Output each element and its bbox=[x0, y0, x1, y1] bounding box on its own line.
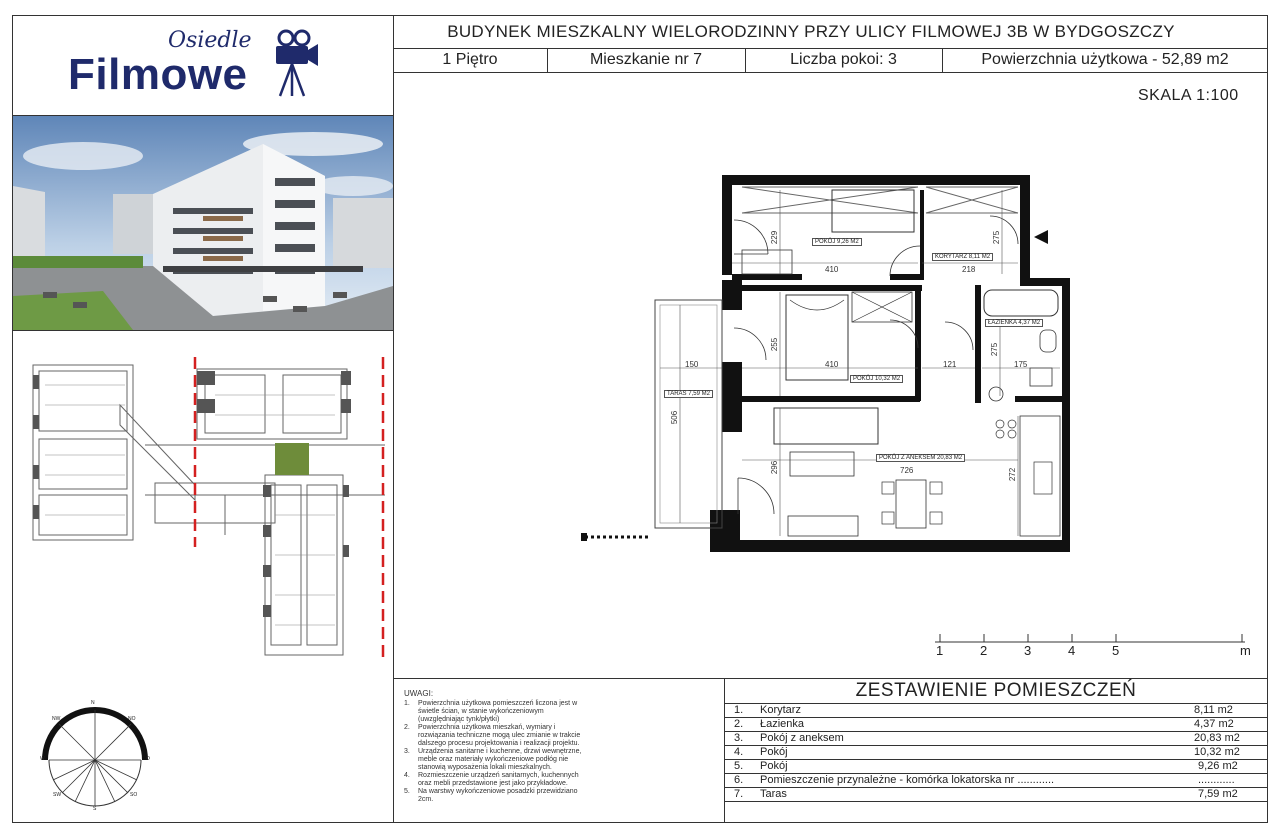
note-item bbox=[404, 772, 584, 788]
compass-sw: SW bbox=[53, 792, 62, 798]
row-name: Pokój z aneksem bbox=[760, 732, 844, 744]
notes-block bbox=[404, 690, 584, 804]
row-number: 1. bbox=[734, 704, 744, 716]
usable-area: Powierzchnia użytkowa - 52,89 m2 bbox=[981, 51, 1229, 68]
summary-title: ZESTAWIENIE POMIESZCZEŃ bbox=[855, 680, 1137, 701]
divider-bottom bbox=[393, 678, 1268, 679]
scale-tick-label: 3 bbox=[1024, 643, 1032, 658]
compass-no: NO bbox=[128, 716, 136, 722]
room-tag-label: POKÓJ bbox=[853, 376, 874, 382]
row-number: 6. bbox=[734, 774, 744, 786]
row-area: 7,59 m2 bbox=[1198, 788, 1238, 800]
row-name: Łazienka bbox=[760, 718, 805, 730]
row-name: Pokój bbox=[760, 746, 788, 758]
dimension-label: 296 bbox=[770, 460, 780, 475]
row-number: 5. bbox=[734, 760, 744, 772]
room-tag-label: POKÓJ Z ANEKSEM bbox=[879, 455, 936, 461]
dimension-label: 410 bbox=[825, 360, 839, 369]
compass-o: O bbox=[146, 756, 150, 762]
summary-row bbox=[724, 760, 1268, 774]
note-number: 4. bbox=[404, 772, 410, 779]
room-tag-pokoj-2 bbox=[850, 375, 903, 383]
note-text: Na warstwy wykończeniowe posadzki przewidziano 2cm. bbox=[418, 788, 578, 803]
apartment-number: Mieszkanie nr 7 bbox=[589, 51, 703, 68]
note-number: 5. bbox=[404, 788, 410, 795]
row-area: 20,83 m2 bbox=[1194, 732, 1240, 744]
compass-s: S bbox=[93, 806, 97, 812]
divider-info bbox=[393, 72, 1268, 73]
scale-tick-label: 1 bbox=[936, 643, 944, 658]
row-name: Taras bbox=[760, 788, 787, 800]
dimension-label: 218 bbox=[962, 265, 976, 274]
summary-row bbox=[724, 718, 1268, 732]
room-tag-area: 4,37 M2 bbox=[1018, 320, 1041, 326]
note-number: 1. bbox=[404, 700, 410, 707]
compass-w: W bbox=[40, 756, 45, 762]
note-item bbox=[404, 748, 584, 772]
room-tag-label: ŁAZIENKA bbox=[988, 320, 1017, 326]
row-name: Pokój bbox=[760, 760, 788, 772]
note-text: Urządzenia sanitarne i kuchenne, drzwi wewnętrzne, meble oraz materiały wykończeniowe podłóg nie stanowią wyposażenia lokali mieszkalnych. bbox=[418, 748, 582, 771]
row-area: 8,11 m2 bbox=[1194, 704, 1233, 716]
dimension-label: 150 bbox=[685, 360, 699, 369]
summary-row bbox=[724, 774, 1268, 788]
dimension-label: 506 bbox=[670, 410, 680, 425]
row-area: 4,37 m2 bbox=[1194, 718, 1234, 730]
room-tag-area: 7,59 M2 bbox=[688, 391, 710, 397]
room-tag-pokoj-z-aneksem bbox=[876, 454, 965, 462]
site-plan-diagram bbox=[25, 355, 390, 660]
drawing-scale: SKALA 1:100 bbox=[1138, 87, 1239, 104]
divider-left-column bbox=[393, 15, 394, 823]
room-tag-label: POKÓJ bbox=[815, 239, 836, 245]
note-text: Powierzchnia użytkowa mieszkań, wymiary i rozwiązania techniczne mogą ulec zmianie w trakcie dalszego procesu projektowania i realizacji projektu. bbox=[418, 724, 581, 747]
compass-n: N bbox=[91, 700, 95, 706]
dimension-label: 121 bbox=[943, 360, 957, 369]
room-tag-label: KORYTARZ bbox=[935, 254, 968, 260]
row-area: ............ bbox=[1198, 774, 1235, 786]
floor-label: 1 Piętro bbox=[442, 51, 498, 68]
scale-tick-label: 5 bbox=[1112, 643, 1120, 658]
room-tag-area: 20,83 M2 bbox=[937, 455, 963, 461]
dimension-label: 175 bbox=[1014, 360, 1028, 369]
site-plan-highlight bbox=[275, 443, 309, 475]
building-title: BUDYNEK MIESZKALNY WIELORODZINNY PRZY ULICY FILMOWEJ 3B W BYDGOSZCZY bbox=[447, 22, 1175, 41]
note-item bbox=[404, 724, 584, 748]
note-text: Powierzchnia użytkowa pomieszczeń liczona jest w świetle ścian, w stanie wykończeniowym (uwzględniając tynk/płytki) bbox=[418, 700, 578, 723]
note-item bbox=[404, 700, 584, 724]
notes-title: UWAGI: bbox=[404, 689, 434, 698]
dimension-label: 275 bbox=[990, 342, 1000, 357]
row-number: 2. bbox=[734, 718, 744, 730]
room-tag-area: 9,26 M2 bbox=[837, 239, 859, 245]
summary-row bbox=[724, 788, 1268, 802]
note-item bbox=[404, 788, 584, 804]
note-number: 2. bbox=[404, 724, 410, 731]
divider-render bbox=[12, 330, 393, 331]
dimension-label: 255 bbox=[770, 337, 780, 352]
row-area: 9,26 m2 bbox=[1198, 760, 1238, 772]
building-render-image bbox=[13, 116, 393, 330]
scale-bar bbox=[930, 630, 1250, 650]
camera-icon bbox=[266, 26, 320, 98]
room-tag-area: 10,32 M2 bbox=[875, 376, 901, 382]
row-name: Korytarz bbox=[760, 704, 801, 716]
row-number: 4. bbox=[734, 746, 744, 758]
divider-title bbox=[393, 48, 1268, 49]
scale-tick-label: 2 bbox=[980, 643, 988, 658]
scale-unit-label: m bbox=[1240, 643, 1251, 658]
note-number: 3. bbox=[404, 748, 410, 755]
summary-row bbox=[724, 746, 1268, 760]
dimension-label: 229 bbox=[770, 230, 780, 245]
table-line bbox=[724, 801, 1268, 802]
room-tag-pokoj-1 bbox=[812, 238, 862, 246]
room-tag-area: 8,11 M2 bbox=[968, 254, 991, 260]
note-text: Rozmieszczenie urządzeń sanitarnych, kuchennych oraz mebli przedstawione jest jako przykładowe. bbox=[418, 772, 579, 787]
room-tag-lazienka bbox=[985, 319, 1043, 327]
dimension-label: 272 bbox=[1008, 467, 1018, 482]
dimension-label: 726 bbox=[900, 466, 914, 475]
compass-nw: NW bbox=[52, 716, 61, 722]
room-tag-label: TARAS bbox=[667, 391, 687, 397]
room-count: Liczba pokoi: 3 bbox=[790, 51, 897, 68]
row-number: 3. bbox=[734, 732, 744, 744]
logo-script-text: Osiedle bbox=[168, 28, 252, 53]
summary-row bbox=[724, 732, 1268, 746]
row-area: 10,32 m2 bbox=[1194, 746, 1240, 758]
row-number: 7. bbox=[734, 788, 744, 800]
room-tag-korytarz bbox=[932, 253, 993, 261]
compass-so: SO bbox=[130, 792, 138, 798]
logo-main-text: Filmowe bbox=[68, 50, 248, 99]
dimension-label: 275 bbox=[992, 230, 1002, 245]
logo bbox=[40, 20, 360, 110]
dimension-label: 410 bbox=[825, 265, 839, 274]
row-name: Pomieszczenie przynależne - komórka lokatorska nr ............ bbox=[760, 774, 1055, 786]
scale-tick-label: 4 bbox=[1068, 643, 1076, 658]
summary-row bbox=[724, 704, 1268, 718]
room-tag-taras bbox=[664, 390, 713, 398]
